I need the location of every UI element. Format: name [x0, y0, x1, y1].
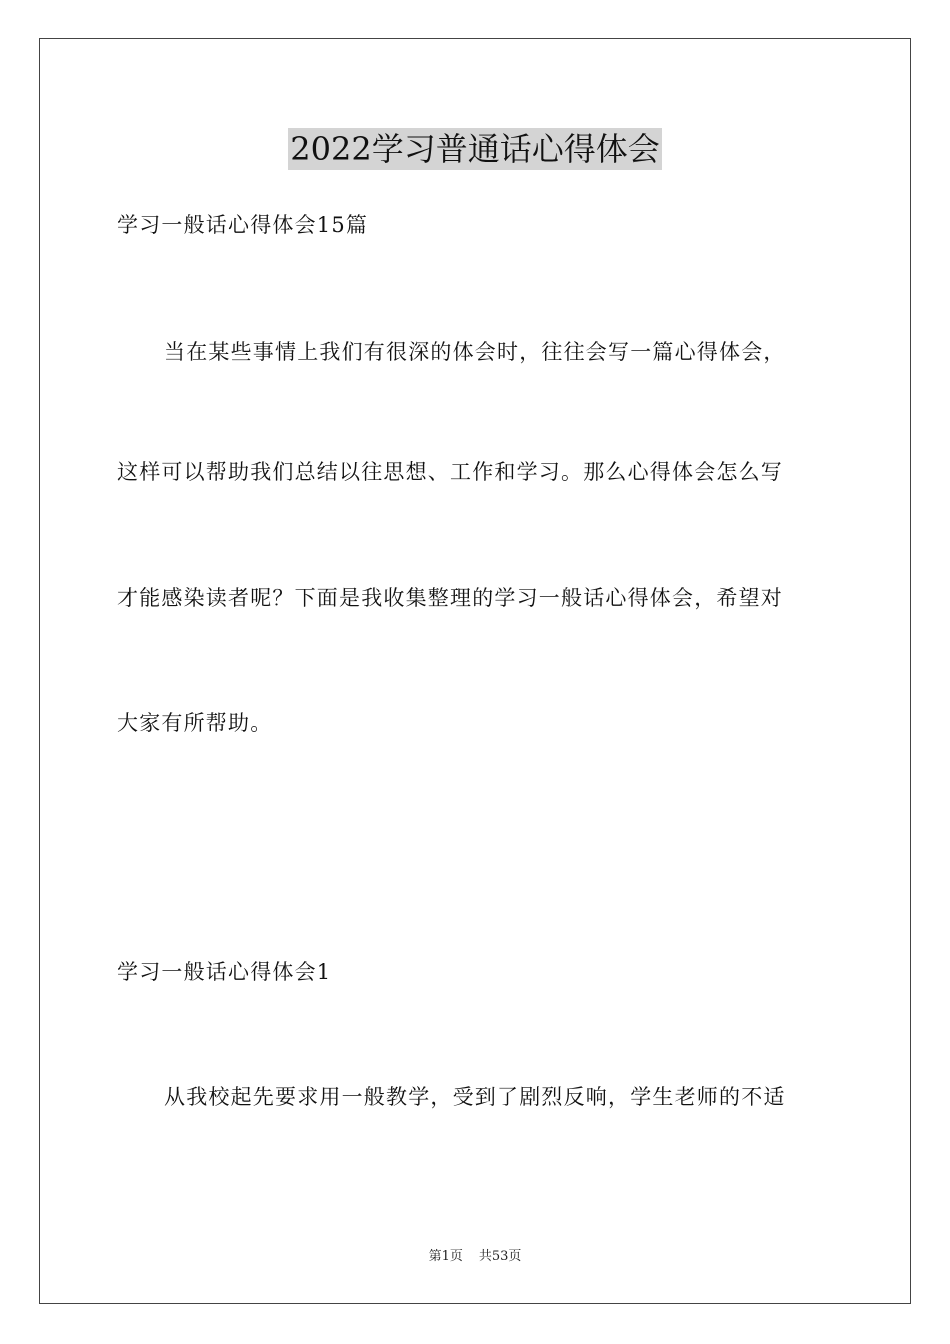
intro-paragraph-line: 大家有所帮助。 — [117, 711, 273, 735]
document-title: 2022学习普通话心得体会 — [290, 130, 660, 168]
page-number: 第1页 — [428, 1249, 463, 1264]
document-subtitle: 学习一般话心得体会15篇 — [117, 213, 369, 237]
page-total: 共53页 — [478, 1249, 522, 1264]
section-paragraph-line: 从我校起先要求用一般教学，受到了剧烈反响，学生老师的不适 — [164, 1085, 786, 1109]
intro-paragraph-line: 当在某些事情上我们有很深的体会时，往往会写一篇心得体会， — [164, 340, 786, 364]
page-footer — [0, 1248, 950, 1266]
intro-paragraph-line: 这样可以帮助我们总结以往思想、工作和学习。那么心得体会怎么写 — [117, 460, 783, 484]
section-heading: 学习一般话心得体会1 — [117, 960, 332, 984]
title-container — [0, 128, 950, 170]
intro-paragraph-line: 才能感染读者呢？下面是我收集整理的学习一般话心得体会，希望对 — [117, 586, 783, 610]
